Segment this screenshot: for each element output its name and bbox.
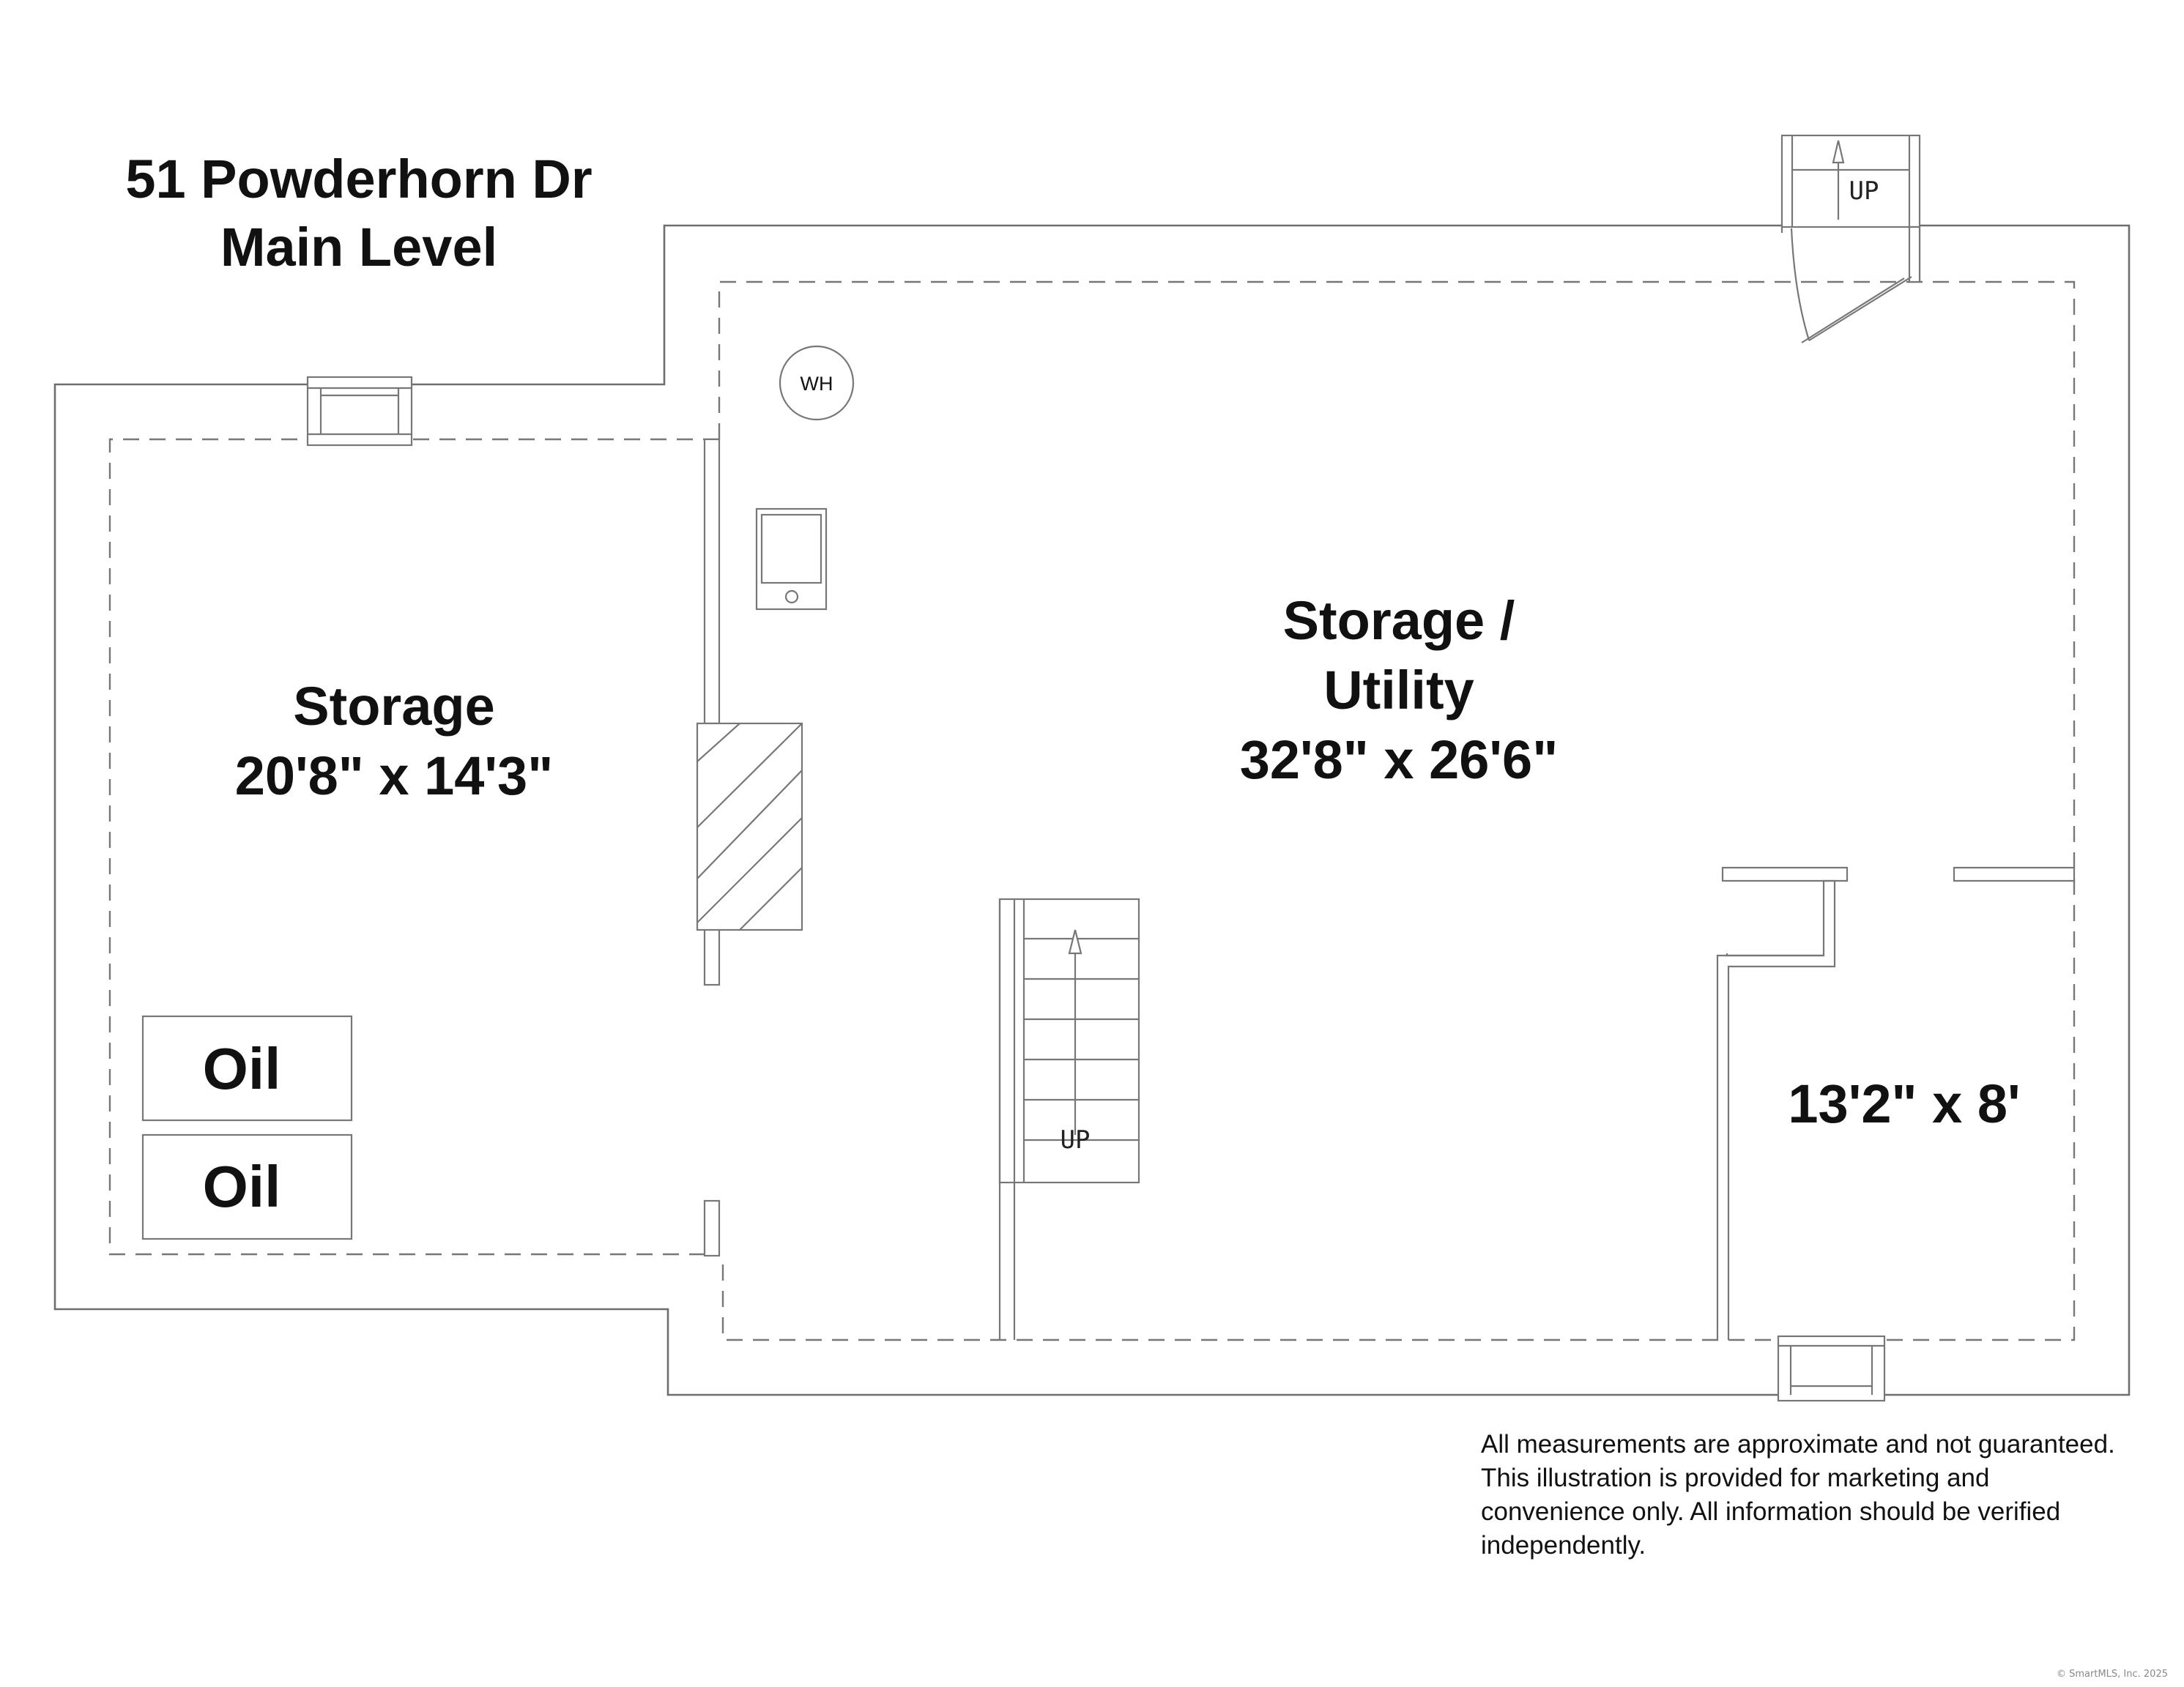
room-utility-name-line1: Storage / — [1282, 590, 1515, 651]
room-storage-name: Storage — [293, 676, 495, 737]
title-address: 51 Powderhorn Dr — [125, 149, 593, 209]
room-small-dims: 13'2" x 8' — [1788, 1073, 2021, 1134]
window-bottom — [1778, 1336, 1884, 1401]
title-level: Main Level — [220, 217, 498, 278]
oil-tank-2 — [143, 1135, 352, 1239]
interior-stairs — [1000, 899, 1139, 1340]
furnace-icon — [757, 509, 826, 609]
exterior-stairs — [1782, 135, 1920, 227]
oil-tank-1-label: Oil — [202, 1036, 281, 1101]
room-utility-name-line2: Utility — [1323, 660, 1474, 720]
oil-tank-1 — [143, 1016, 352, 1120]
exterior-stairs-up-label: UP — [1849, 176, 1879, 206]
door-swing — [1782, 227, 1920, 343]
water-heater-icon — [780, 346, 853, 420]
stairs-up-label: UP — [1060, 1125, 1091, 1155]
copyright: © SmartMLS, Inc. 2025 — [2056, 1669, 2168, 1680]
water-heater-label: WH — [800, 373, 833, 395]
window-top-left — [308, 377, 412, 445]
storage-left-boundary — [110, 439, 720, 1254]
room-utility-dims: 32'8" x 26'6" — [1239, 729, 1559, 790]
chimney — [697, 723, 802, 930]
utility-boundary — [719, 282, 2074, 1340]
disclaimer: All measurements are approximate and not guaranteed. This illustration is provided for marketing and convenience only. All information should be verified independently. — [1481, 1430, 2115, 1560]
oil-tank-2-label: Oil — [202, 1154, 281, 1219]
room-storage-dims: 20'8" x 14'3" — [234, 745, 554, 806]
stairs-up-arrow-icon — [1069, 930, 1081, 1135]
